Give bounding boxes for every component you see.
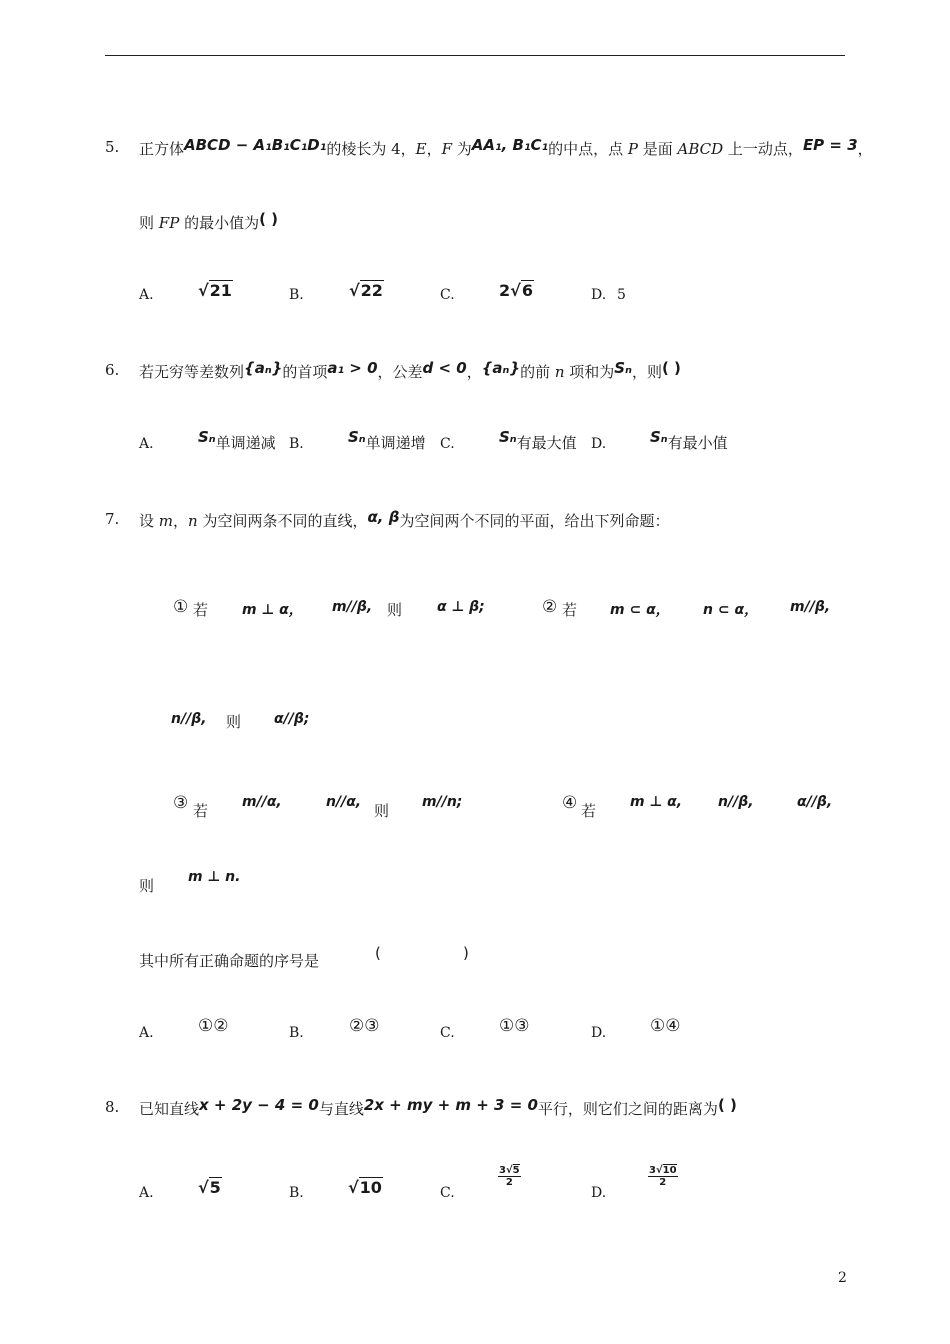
math-cube: ABCD − A₁B₁C₁D₁: [184, 136, 327, 154]
header-rule: [105, 55, 845, 56]
answer-paren-left: (: [375, 944, 381, 962]
option-a-value: √21: [198, 281, 232, 300]
option-d-label: D.: [591, 1025, 607, 1041]
option-c-label: C.: [440, 436, 455, 452]
option-d-value: $\frac{3√10}{2}$: [649, 1165, 677, 1188]
question-number: 5.: [105, 138, 120, 156]
option-d-value: Sₙ有最小值: [650, 428, 728, 452]
circled-number-1: ①: [173, 597, 189, 617]
option-c-value: 2√6: [499, 281, 533, 300]
question-number: 7.: [105, 510, 120, 528]
option-c-value: ①③: [499, 1016, 530, 1036]
question-stem: 已知直线x + 2y − 4 = 0与直线2x + my + m + 3 = 0平行，则它们之间的距离为( ): [139, 1096, 737, 1118]
option-d-label: D.: [591, 287, 607, 303]
option-a-label: A.: [139, 436, 154, 452]
option-d-value: 5: [617, 287, 626, 303]
math-ep: EP = 3: [802, 136, 858, 154]
option-c-label: C.: [440, 1185, 455, 1201]
option-c-label: C.: [440, 1025, 455, 1041]
circled-number-2: ②: [542, 597, 558, 617]
circled-number-3: ③: [173, 793, 189, 813]
option-a-value: √5: [198, 1178, 221, 1197]
option-d-label: D.: [591, 436, 607, 452]
question-stem: 设 m，n 为空间两条不同的直线，α, β为空间两个不同的平面，给出下列命题：: [139, 508, 670, 530]
option-b-value: ②③: [349, 1016, 380, 1036]
page-number: 2: [838, 1270, 847, 1286]
option-a-value: ①②: [198, 1016, 229, 1036]
option-b-value: √10: [348, 1178, 382, 1197]
option-d-value: ①④: [650, 1016, 681, 1036]
option-c-value: Sₙ有最大值: [499, 428, 577, 452]
question-stem-line1: 正方体ABCD − A₁B₁C₁D₁的棱长为 4，E，F 为AA₁, B₁C₁的中点，点 P 是面 ABCD 上一动点，EP = 3，: [139, 136, 873, 158]
option-b-label: B.: [289, 287, 304, 303]
option-a-label: A.: [139, 1185, 154, 1201]
circled-number-4: ④: [562, 793, 578, 813]
option-c-label: C.: [440, 287, 455, 303]
option-b-label: B.: [289, 436, 304, 452]
option-d-label: D.: [591, 1185, 607, 1201]
math-edges: AA₁, B₁C₁: [471, 136, 549, 154]
question-number: 6.: [105, 361, 120, 379]
option-a-label: A.: [139, 1025, 154, 1041]
option-b-value: Sₙ单调递增: [348, 428, 426, 452]
option-b-value: √22: [349, 281, 383, 300]
question-stem: 若无穷等差数列{aₙ}的首项a₁ > 0，公差d < 0，{aₙ}的前 n 项和为Sₙ，则( ): [139, 359, 681, 381]
option-b-label: B.: [289, 1185, 304, 1201]
answer-paren-right: ): [463, 944, 469, 962]
option-a-value: Sₙ单调递减: [198, 428, 276, 452]
option-a-label: A.: [139, 287, 154, 303]
question-stem-line2: 则 FP 的最小值为( ): [139, 210, 279, 232]
option-c-value: $\frac{3√5}{2}$: [499, 1165, 520, 1188]
question-ask: 其中所有正确命题的序号是: [139, 952, 320, 970]
option-b-label: B.: [289, 1025, 304, 1041]
question-number: 8.: [105, 1098, 120, 1116]
